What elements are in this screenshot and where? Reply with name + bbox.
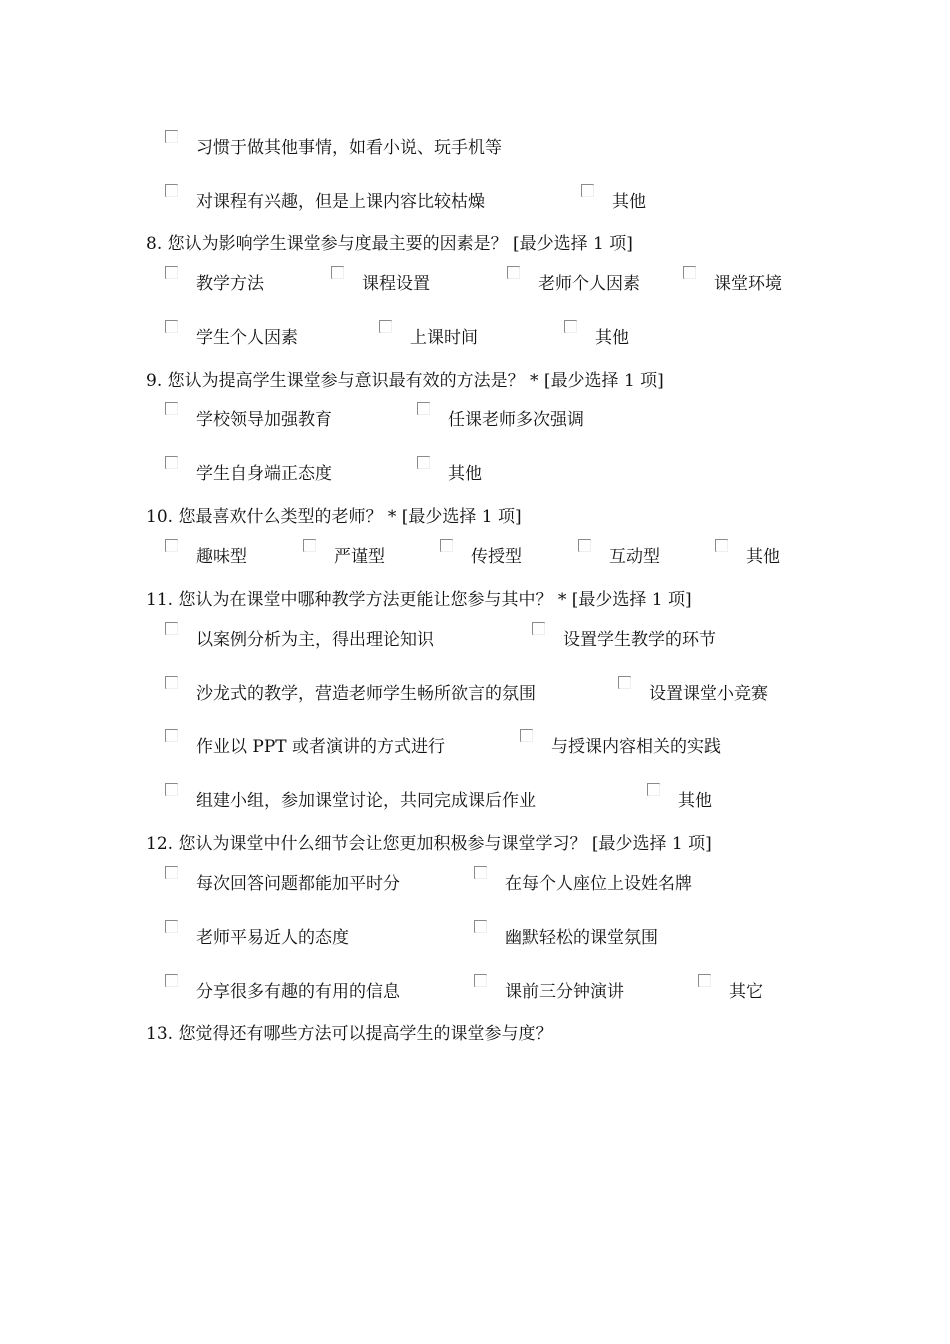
checkbox[interactable] bbox=[715, 539, 728, 552]
option-label: 教学方法 bbox=[196, 274, 264, 294]
checkbox[interactable] bbox=[379, 320, 392, 333]
checkbox[interactable] bbox=[618, 676, 631, 689]
checkbox[interactable] bbox=[165, 320, 178, 333]
checkbox[interactable] bbox=[564, 320, 577, 333]
checkbox[interactable] bbox=[165, 622, 178, 635]
option-label: 作业以 PPT 或者演讲的方式进行 bbox=[196, 737, 446, 757]
checkbox[interactable] bbox=[698, 974, 711, 987]
question-10: 10. 您最喜欢什么类型的老师？ * [最少选择 1 项] bbox=[146, 507, 522, 527]
option-label: 其他 bbox=[448, 464, 482, 484]
option-label: 以案例分析为主，得出理论知识 bbox=[196, 630, 434, 650]
option-label: 其他 bbox=[595, 328, 629, 348]
option-label: 老师个人因素 bbox=[538, 274, 640, 294]
question-9: 9. 您认为提高学生课堂参与意识最有效的方法是？ * [最少选择 1 项] bbox=[146, 371, 664, 391]
option-label: 组建小组，参加课堂讨论，共同完成课后作业 bbox=[196, 791, 536, 811]
option-label: 老师平易近人的态度 bbox=[196, 928, 349, 948]
option-label: 课前三分钟演讲 bbox=[505, 982, 624, 1002]
checkbox[interactable] bbox=[474, 866, 487, 879]
option-label: 分享很多有趣的有用的信息 bbox=[196, 982, 400, 1002]
checkbox[interactable] bbox=[165, 456, 178, 469]
checkbox[interactable] bbox=[647, 783, 660, 796]
option-label: 学生个人因素 bbox=[196, 328, 298, 348]
checkbox[interactable] bbox=[440, 539, 453, 552]
checkbox[interactable] bbox=[165, 783, 178, 796]
checkbox[interactable] bbox=[165, 920, 178, 933]
checkbox[interactable] bbox=[165, 130, 178, 143]
checkbox[interactable] bbox=[581, 184, 594, 197]
checkbox[interactable] bbox=[417, 456, 430, 469]
checkbox[interactable] bbox=[165, 974, 178, 987]
checkbox[interactable] bbox=[165, 539, 178, 552]
option-label: 其它 bbox=[729, 982, 763, 1002]
checkbox[interactable] bbox=[532, 622, 545, 635]
checkbox[interactable] bbox=[303, 539, 316, 552]
question-8: 8. 您认为影响学生课堂参与度最主要的因素是？ [最少选择 1 项] bbox=[146, 234, 633, 254]
option-label: 其他 bbox=[612, 192, 646, 212]
option-label: 严谨型 bbox=[334, 547, 385, 567]
option-label: 任课老师多次强调 bbox=[448, 410, 584, 430]
checkbox[interactable] bbox=[683, 266, 696, 279]
option-label: 在每个人座位上设姓名牌 bbox=[505, 874, 692, 894]
option-label: 与授课内容相关的实践 bbox=[551, 737, 721, 757]
checkbox[interactable] bbox=[331, 266, 344, 279]
option-label: 其他 bbox=[678, 791, 712, 811]
option-label: 互动型 bbox=[609, 547, 660, 567]
checkbox[interactable] bbox=[507, 266, 520, 279]
option-label: 趣味型 bbox=[196, 547, 247, 567]
option-label: 设置学生教学的环节 bbox=[563, 630, 716, 650]
option-label: 其他 bbox=[746, 547, 780, 567]
checkbox[interactable] bbox=[165, 729, 178, 742]
question-12: 12. 您认为课堂中什么细节会让您更加积极参与课堂学习？ [最少选择 1 项] bbox=[146, 834, 712, 854]
option-label: 学生自身端正态度 bbox=[196, 464, 332, 484]
option-label: 上课时间 bbox=[410, 328, 478, 348]
question-13: 13. 您觉得还有哪些方法可以提高学生的课堂参与度？ bbox=[146, 1024, 553, 1044]
checkbox[interactable] bbox=[165, 266, 178, 279]
checkbox[interactable] bbox=[417, 402, 430, 415]
checkbox[interactable] bbox=[474, 920, 487, 933]
option-label: 幽默轻松的课堂氛围 bbox=[505, 928, 658, 948]
option-label: 对课程有兴趣，但是上课内容比较枯燥 bbox=[196, 192, 485, 212]
checkbox[interactable] bbox=[165, 676, 178, 689]
checkbox[interactable] bbox=[165, 184, 178, 197]
question-11: 11. 您认为在课堂中哪种教学方法更能让您参与其中？ * [最少选择 1 项] bbox=[146, 590, 692, 610]
checkbox[interactable] bbox=[165, 402, 178, 415]
checkbox[interactable] bbox=[578, 539, 591, 552]
option-label: 设置课堂小竞赛 bbox=[649, 684, 768, 704]
checkbox[interactable] bbox=[520, 729, 533, 742]
option-label: 每次回答问题都能加平时分 bbox=[196, 874, 400, 894]
option-label: 课程设置 bbox=[362, 274, 430, 294]
checkbox[interactable] bbox=[165, 866, 178, 879]
checkbox[interactable] bbox=[474, 974, 487, 987]
option-label: 习惯于做其他事情，如看小说、玩手机等 bbox=[196, 138, 502, 158]
option-label: 传授型 bbox=[471, 547, 522, 567]
option-label: 学校领导加强教育 bbox=[196, 410, 332, 430]
option-label: 课堂环境 bbox=[714, 274, 782, 294]
option-label: 沙龙式的教学，营造老师学生畅所欲言的氛围 bbox=[196, 684, 536, 704]
